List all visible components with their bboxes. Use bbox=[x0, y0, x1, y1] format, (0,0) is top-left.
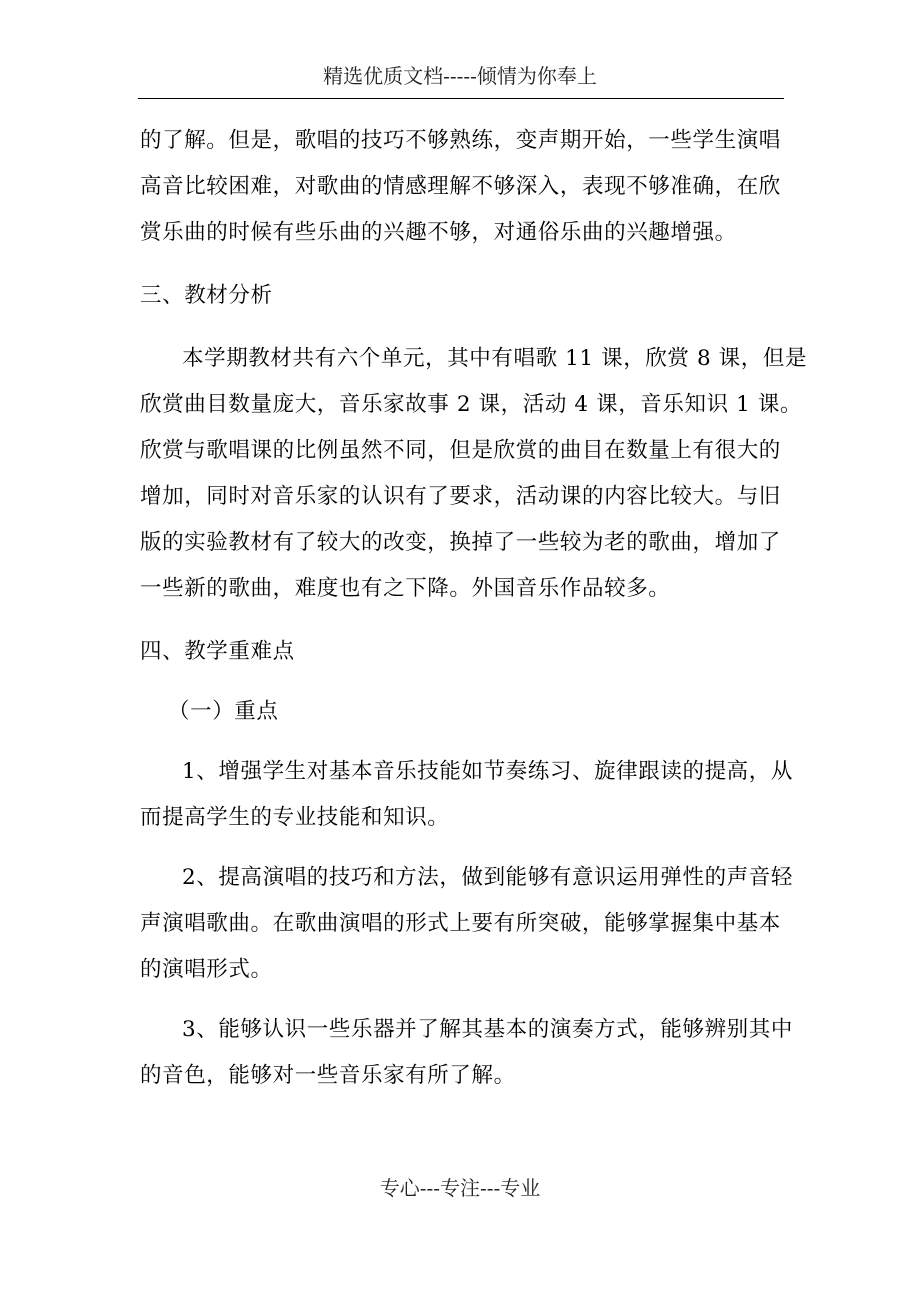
text-line: 本学期教材共有六个单元，其中有唱歌 11 课，欣赏 8 课，但是 bbox=[182, 346, 808, 371]
section-heading-key-difficulties: 四、教学重难点 bbox=[140, 639, 295, 664]
text-line: 版的实验教材有了较大的改变，换掉了一些较为老的歌曲，增加了 bbox=[140, 530, 781, 555]
text-line: 高音比较困难，对歌曲的情感理解不够深入，表现不够准确，在欣 bbox=[140, 174, 781, 199]
header-divider bbox=[138, 98, 784, 99]
text-line: 而提高学生的专业技能和知识。 bbox=[140, 805, 450, 830]
text-line: 增加，同时对音乐家的认识有了要求，活动课的内容比较大。与旧 bbox=[140, 484, 781, 509]
list-item-2 bbox=[140, 855, 793, 993]
list-item-1 bbox=[140, 749, 793, 841]
text-line: 的演唱形式。 bbox=[140, 957, 273, 982]
paragraph-student-analysis bbox=[140, 118, 780, 256]
text-line: 的音色，能够对一些音乐家有所了解。 bbox=[140, 1063, 516, 1088]
text-line: 声演唱歌曲。在歌曲演唱的形式上要有所突破，能够掌握集中基本 bbox=[140, 911, 781, 936]
subsection-heading-key-points: （一）重点 bbox=[168, 699, 279, 724]
document-body bbox=[140, 118, 808, 1099]
page-header: 精选优质文档-----倾情为你奉上 bbox=[323, 64, 597, 88]
text-line: 3、能够认识一些乐器并了解其基本的演奏方式，能够辨别其中 bbox=[182, 1017, 793, 1042]
text-line: 的了解。但是，歌唱的技巧不够熟练，变声期开始，一些学生演唱 bbox=[140, 128, 781, 153]
text-line: 赏乐曲的时候有些乐曲的兴趣不够，对通俗乐曲的兴趣增强。 bbox=[140, 220, 737, 245]
text-line: 1、增强学生对基本音乐技能如节奏练习、旋律跟读的提高，从 bbox=[182, 759, 793, 784]
text-line: 一些新的歌曲，难度也有之下降。外国音乐作品较多。 bbox=[140, 576, 671, 601]
section-heading-textbook-analysis: 三、教材分析 bbox=[140, 283, 273, 308]
text-line: 欣赏与歌唱课的比例虽然不同，但是欣赏的曲目在数量上有很大的 bbox=[140, 438, 781, 463]
list-item-3 bbox=[140, 1007, 793, 1099]
paragraph-textbook-analysis bbox=[140, 336, 808, 612]
text-line: 2、提高演唱的技巧和方法，做到能够有意识运用弹性的声音轻 bbox=[182, 865, 793, 890]
page-footer: 专心---专注---专业 bbox=[379, 1176, 541, 1200]
text-line: 欣赏曲目数量庞大，音乐家故事 2 课，活动 4 课，音乐知识 1 课。 bbox=[140, 392, 803, 417]
